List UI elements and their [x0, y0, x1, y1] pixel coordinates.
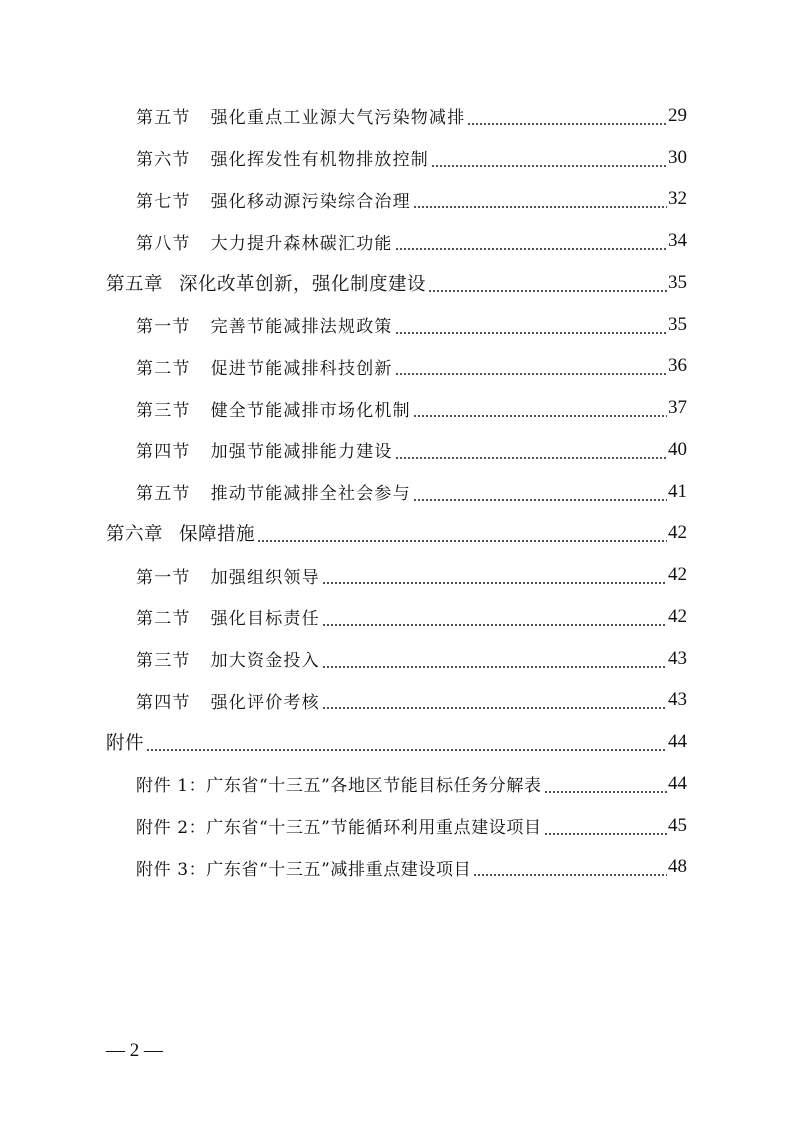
- toc-entry-number: 第四节: [136, 692, 191, 713]
- dot-leader: [395, 248, 667, 250]
- toc-entry-page: 30: [668, 146, 687, 168]
- toc-entry[interactable]: [0, 137, 793, 179]
- dot-leader: [431, 165, 667, 167]
- toc-entry-number: 第七节: [136, 191, 191, 212]
- page-number-footer: — 2 —: [106, 1040, 163, 1061]
- toc-entry-page: 29: [668, 104, 687, 126]
- dot-leader: [467, 123, 667, 125]
- toc-entry-page: 44: [668, 731, 687, 753]
- dot-leader: [413, 415, 667, 417]
- toc-entry-page: 42: [668, 522, 687, 544]
- toc-entry-title: 完善节能减排法规政策: [210, 317, 393, 338]
- toc-entry-title: 强化挥发性有机物排放控制: [210, 150, 430, 171]
- toc-chapter-entry[interactable]: [0, 262, 793, 304]
- toc-entry-number: 第六节: [136, 150, 191, 171]
- toc-entry[interactable]: [0, 429, 793, 471]
- toc-entry-number: 第二节: [136, 609, 191, 630]
- toc-chapter-title: 保障措施: [179, 524, 256, 546]
- toc-appendix-entry[interactable]: [0, 721, 793, 763]
- dot-leader: [544, 791, 667, 793]
- toc-entry-page: 41: [668, 480, 687, 502]
- toc-entry-number: 第一节: [136, 317, 191, 338]
- dot-leader: [428, 290, 667, 292]
- toc-entry-number: 第五节: [136, 484, 191, 505]
- toc-entry-page: 37: [668, 397, 687, 419]
- toc-attachment-title: 附件 1：广东省“十三五”各地区节能目标任务分解表: [136, 776, 542, 797]
- dot-leader: [395, 373, 667, 375]
- toc-entry-page: 43: [668, 647, 687, 669]
- toc-entry-number: 第三节: [136, 651, 191, 672]
- dot-leader: [413, 499, 667, 501]
- dot-leader: [322, 582, 667, 584]
- toc-chapter-number: 第五章: [106, 273, 164, 295]
- toc-entry[interactable]: [0, 220, 793, 262]
- dot-leader: [395, 332, 667, 334]
- toc-attachment-entry[interactable]: [0, 763, 793, 805]
- dot-leader: [413, 206, 667, 208]
- toc-entry[interactable]: [0, 304, 793, 346]
- table-of-contents: [0, 95, 793, 888]
- toc-entry-page: 36: [668, 355, 687, 377]
- toc-chapter-entry[interactable]: [0, 513, 793, 555]
- dot-leader: [146, 749, 667, 751]
- toc-entry[interactable]: [0, 596, 793, 638]
- dot-leader: [322, 666, 667, 668]
- toc-entry[interactable]: [0, 346, 793, 388]
- toc-entry-title: 强化重点工业源大气污染物减排: [210, 108, 466, 129]
- toc-entry-page: 35: [668, 313, 687, 335]
- toc-entry-page: 42: [668, 605, 687, 627]
- toc-entry-title: 健全节能减排市场化机制: [210, 400, 411, 421]
- toc-entry[interactable]: [0, 471, 793, 513]
- dot-leader: [544, 833, 667, 835]
- toc-entry-page: 34: [668, 230, 687, 252]
- dot-leader: [395, 457, 667, 459]
- toc-entry-title: 大力提升森林碳汇功能: [210, 233, 393, 254]
- toc-entry-title: 强化移动源污染综合治理: [210, 191, 411, 212]
- toc-chapter-title: 深化改革创新，强化制度建设: [179, 273, 427, 295]
- toc-entry-page: 45: [668, 814, 687, 836]
- dot-leader: [257, 540, 667, 542]
- toc-chapter-number: 第六章: [106, 524, 164, 546]
- toc-entry-number: 第一节: [136, 567, 191, 588]
- toc-entry-title: 加大资金投入: [210, 651, 320, 672]
- dot-leader: [322, 707, 667, 709]
- toc-entry[interactable]: [0, 680, 793, 722]
- toc-entry-number: 第三节: [136, 400, 191, 421]
- dot-leader: [473, 874, 667, 876]
- toc-entry-page: 48: [668, 856, 687, 878]
- toc-entry-title: 加强组织领导: [210, 567, 320, 588]
- toc-entry-number: 第五节: [136, 108, 191, 129]
- toc-appendix-title: 附件: [106, 733, 145, 755]
- toc-entry-title: 加强节能减排能力建设: [210, 442, 393, 463]
- toc-entry[interactable]: [0, 95, 793, 137]
- toc-entry-title: 强化评价考核: [210, 692, 320, 713]
- toc-entry-number: 第四节: [136, 442, 191, 463]
- toc-attachment-entry[interactable]: [0, 805, 793, 847]
- toc-entry[interactable]: [0, 554, 793, 596]
- toc-attachment-title: 附件 2：广东省“十三五”节能循环利用重点建设项目: [136, 818, 542, 839]
- toc-entry-number: 第八节: [136, 233, 191, 254]
- toc-entry[interactable]: [0, 638, 793, 680]
- toc-entry-page: 43: [668, 689, 687, 711]
- toc-entry-title: 强化目标责任: [210, 609, 320, 630]
- toc-entry-number: 第二节: [136, 358, 191, 379]
- toc-attachment-title: 附件 3：广东省“十三五”减排重点建设项目: [136, 859, 472, 880]
- toc-entry-page: 32: [668, 188, 687, 210]
- dot-leader: [322, 624, 667, 626]
- toc-attachment-entry[interactable]: [0, 847, 793, 889]
- toc-entry-page: 40: [668, 438, 687, 460]
- toc-entry[interactable]: [0, 387, 793, 429]
- toc-entry-page: 35: [668, 271, 687, 293]
- toc-entry-title: 促进节能减排科技创新: [210, 358, 393, 379]
- toc-entry-title: 推动节能减排全社会参与: [210, 484, 411, 505]
- toc-entry[interactable]: [0, 179, 793, 221]
- toc-entry-page: 44: [668, 772, 687, 794]
- toc-entry-page: 42: [668, 564, 687, 586]
